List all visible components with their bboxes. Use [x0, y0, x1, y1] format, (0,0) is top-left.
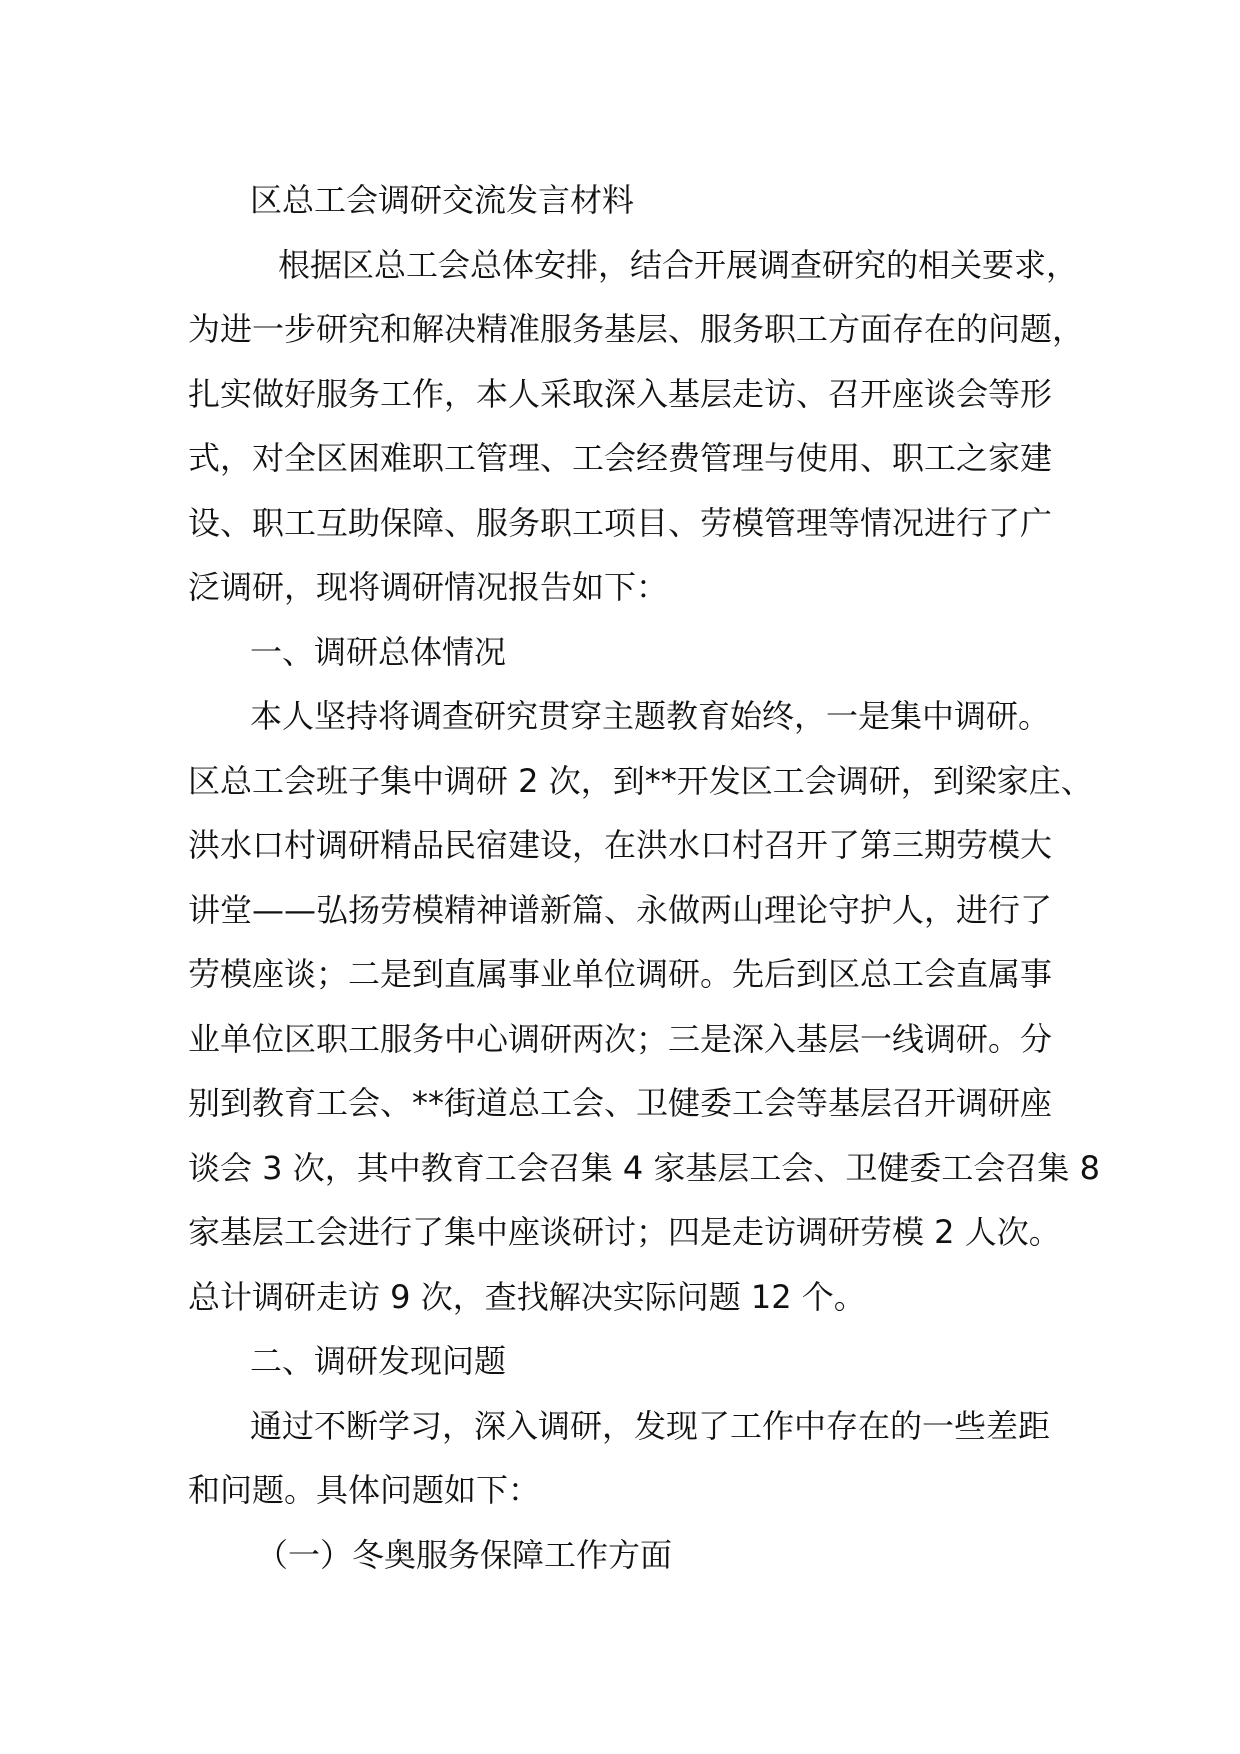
subsection-heading: （一）冬奥服务保障工作方面	[256, 1535, 673, 1574]
paragraph-line: 根据区总工会总体安排，结合开展调查研究的相关要求，	[278, 245, 1079, 284]
paragraph-line: 设、职工互助保障、服务职工项目、劳模管理等情况进行了广	[188, 503, 1053, 542]
document-title: 区总工会调研交流发言材料	[250, 181, 635, 219]
paragraph-line: 讲堂——弘扬劳模精神谱新篇、永做两山理论守护人，进行了	[188, 890, 1053, 929]
document-body	[188, 168, 1100, 1587]
paragraph-line: 业单位区职工服务中心调研两次；三是深入基层一线调研。分	[188, 1019, 1053, 1058]
paragraph-line: 别到教育工会、**街道总工会、卫健委工会等基层召开调研座	[188, 1084, 1053, 1122]
section-heading-2: 二、调研发现问题	[250, 1342, 507, 1380]
paragraph-line: 通过不断学习，深入调研，发现了工作中存在的一些差距	[250, 1406, 1051, 1445]
paragraph-line: 和问题。具体问题如下：	[188, 1471, 541, 1509]
paragraph-line: 为进一步研究和解决精准服务基层、服务职工方面存在的问题，	[188, 310, 1085, 348]
paragraph-line: 家基层工会进行了集中座谈研讨；四是走访调研劳模 2 人次。	[188, 1213, 1061, 1251]
paragraph-line: 式，对全区困难职工管理、工会经费管理与使用、职工之家建	[188, 439, 1053, 477]
paragraph-line: 洪水口村调研精品民宿建设，在洪水口村召开了第三期劳模大	[188, 826, 1053, 864]
paragraph-line: 谈会 3 次，其中教育工会召集 4 家基层工会、卫健委工会召集 8	[188, 1148, 1100, 1187]
paragraph-line: 泛调研，现将调研情况报告如下：	[188, 568, 669, 606]
paragraph-line: 总计调研走访 9 次，查找解决实际问题 12 个。	[188, 1277, 866, 1316]
paragraph-line: 扎实做好服务工作，本人采取深入基层走访、召开座谈会等形	[188, 374, 1053, 413]
paragraph-line: 劳模座谈；二是到直属事业单位调研。先后到区总工会直属事	[188, 955, 1053, 993]
paragraph-line: 本人坚持将调查研究贯穿主题教育始终，一是集中调研。	[250, 697, 1051, 735]
paragraph-line: 区总工会班子集中调研 2 次，到**开发区工会调研，到梁家庄、	[188, 761, 1093, 800]
section-heading-1: 一、调研总体情况	[250, 632, 507, 671]
